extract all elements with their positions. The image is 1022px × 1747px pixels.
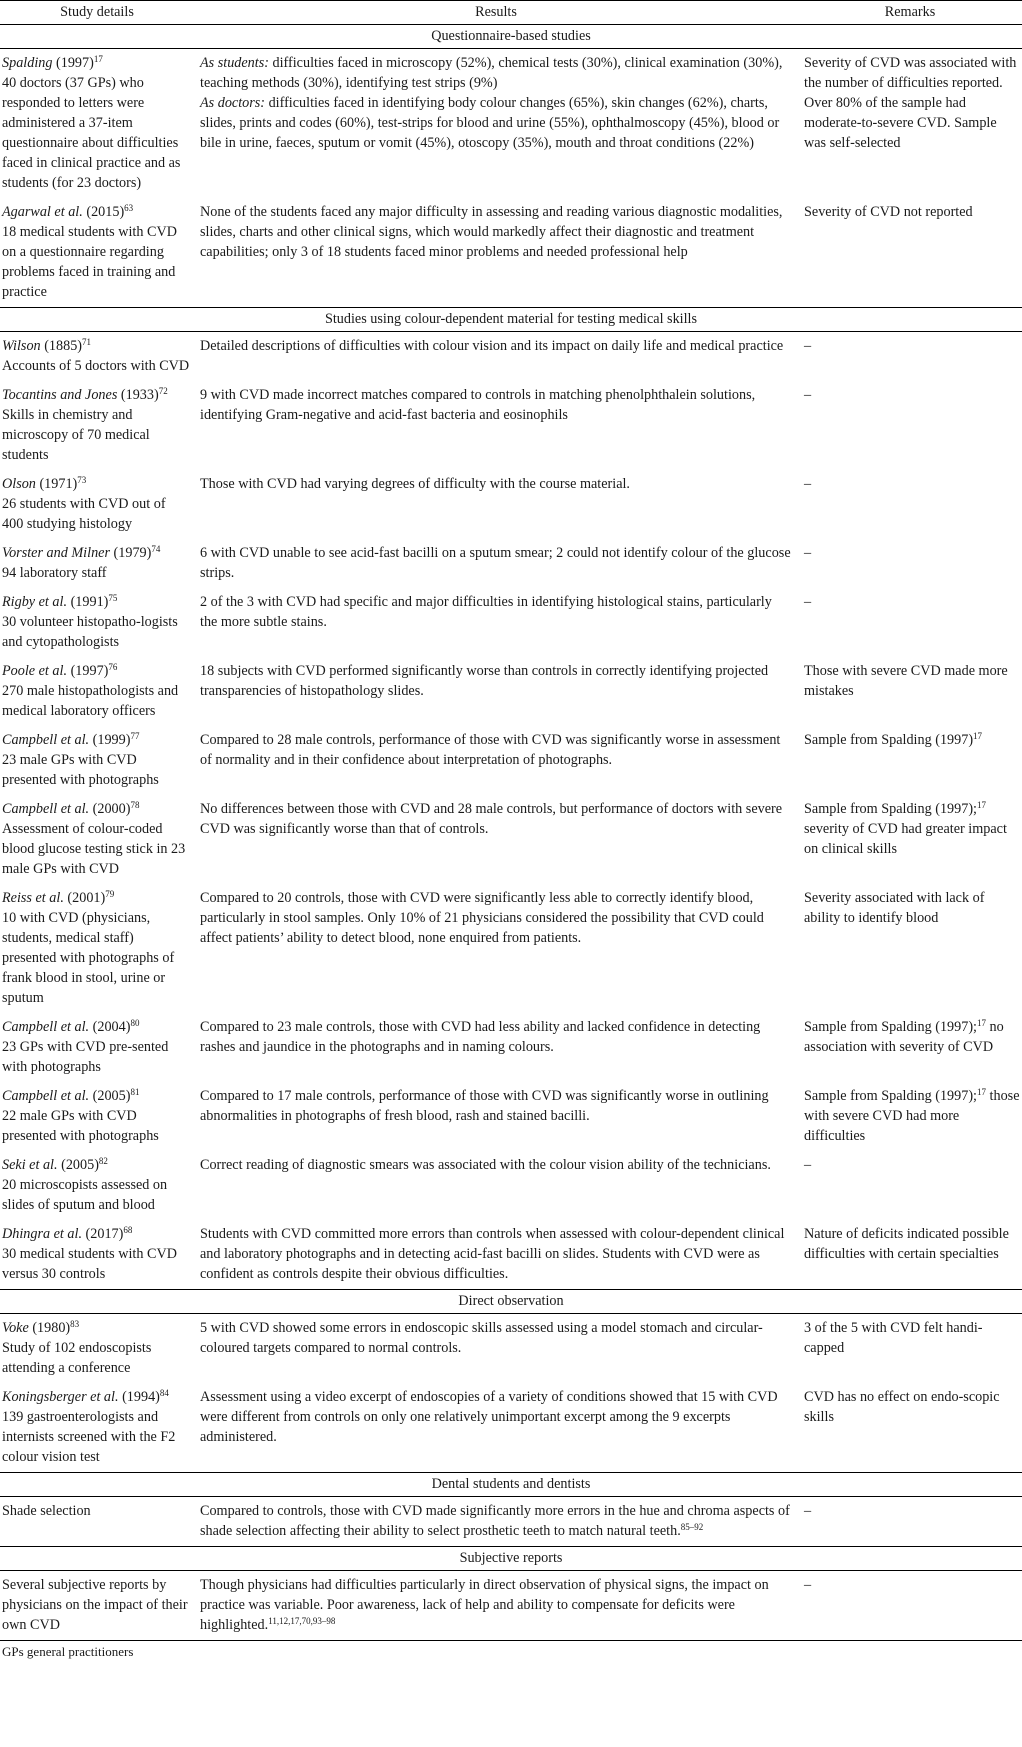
table-row [0, 1497, 1022, 1547]
remarks-ref: 17 [977, 1087, 986, 1097]
remarks-ref: 17 [977, 1018, 986, 1028]
results-text: Though physicians had difficulties particularly in direct observation of physical signs, the impact on practice was variable. Poor awareness, lack of help and ability to compensate for deficits were highlighted. [200, 1577, 769, 1633]
results-text: No differences between those with CVD and 28 male controls, but performance of doctors with severe CVD was significantly worse than that of controls. [200, 801, 783, 837]
remarks-tail: no association with severity of CVD [804, 1019, 1004, 1055]
study-details-cell [0, 198, 194, 308]
study-description: 26 students with CVD out of 400 studying histology [2, 496, 166, 532]
study-ref: 72 [158, 386, 168, 396]
study-author: Seki et al. [2, 1157, 58, 1173]
results-cell [194, 588, 798, 657]
section-title: Direct observation [0, 1290, 1022, 1314]
study-year: (2017) [82, 1226, 124, 1242]
remarks-cell [798, 198, 1022, 308]
study-year: (1979) [109, 545, 152, 561]
study-details-cell [0, 884, 194, 1013]
remarks-text: – [804, 387, 812, 403]
study-description: Assessment of colour-coded blood glucose testing stick in 23 male GPs with CVD [2, 821, 186, 877]
results-cell [194, 381, 798, 470]
table-row [0, 588, 1022, 657]
results-cell [194, 539, 798, 588]
results-cell [194, 332, 798, 382]
study-ref: 76 [108, 662, 118, 672]
section-title: Subjective reports [0, 1547, 1022, 1571]
table-row [0, 1383, 1022, 1473]
study-details-cell [0, 470, 194, 539]
results-text: 6 with CVD unable to see acid-fast bacilli on a sputum smear; 2 could not identify colour of the glucose strips. [200, 545, 791, 581]
remarks-cell [798, 1151, 1022, 1220]
study-ref: 75 [108, 593, 118, 603]
study-details-cell [0, 1013, 194, 1082]
table-row [0, 1013, 1022, 1082]
remarks-text: Severity of CVD not reported [804, 204, 973, 220]
study-details-cell [0, 1383, 194, 1473]
study-ref: 81 [130, 1087, 140, 1097]
remarks-cell [798, 381, 1022, 470]
table-row [0, 381, 1022, 470]
results-lead: As students: [200, 55, 269, 71]
study-year: (1999) [89, 732, 131, 748]
study-ref: 84 [159, 1388, 169, 1398]
table-row [0, 49, 1022, 199]
study-details-cell [0, 1571, 194, 1641]
remarks-text: – [804, 1157, 812, 1173]
table-body [0, 25, 1022, 1641]
results-cell [194, 470, 798, 539]
results-text: 2 of the 3 with CVD had specific and major difficulties in identifying histological stains, particularly the more subtle stains. [200, 594, 772, 630]
study-year: (2001) [63, 890, 106, 906]
results-text: difficulties faced in identifying body colour changes (65%), skin changes (62%), charts, slides, prints and codes (60%), test-strips for blood and urine (55%), ophthalmoscopy (45%), blood or bile in urine, faeces, sputum or vomit (45%), otoscopy (35%), mouth and throat conditions (22%) [200, 95, 780, 151]
table-row [0, 726, 1022, 795]
study-author: Spalding [2, 55, 53, 71]
study-details-cell [0, 49, 194, 199]
remarks-ref: 17 [977, 800, 986, 810]
header-remarks: Remarks [798, 1, 1022, 25]
remarks-cell [798, 49, 1022, 199]
study-year: (1971) [35, 476, 78, 492]
study-description: 23 GPs with CVD pre-sented with photographs [2, 1039, 169, 1075]
remarks-text: Sample from Spalding (1997) [804, 732, 974, 748]
remarks-cell [798, 332, 1022, 382]
results-cell [194, 795, 798, 884]
study-description: 94 laboratory staff [2, 565, 107, 581]
study-details-cell [0, 588, 194, 657]
study-details-cell [0, 1314, 194, 1384]
results-text: 18 subjects with CVD performed significantly worse than controls in correctly identifying projected transparencies of histopathology slides. [200, 663, 769, 699]
study-author: Campbell et al. [2, 732, 90, 748]
study-description: 10 with CVD (physicians, students, medical staff) presented with photographs of frank blood in stool, urine or sputum [2, 910, 175, 1006]
remarks-cell [798, 1082, 1022, 1151]
study-author: Campbell et al. [2, 1088, 90, 1104]
study-year: (1997) [52, 55, 94, 71]
remarks-text: – [804, 594, 812, 610]
study-description: 30 medical students with CVD versus 30 controls [2, 1246, 177, 1282]
header-row [0, 1, 1022, 25]
study-details-cell [0, 1220, 194, 1290]
study-description: 40 doctors (37 GPs) who responded to letters were administered a 37-item questionnaire about difficulties faced in clinical practice and as students (for 23 doctors) [2, 75, 181, 191]
section-header-row [0, 1547, 1022, 1571]
table-row [0, 1151, 1022, 1220]
remarks-text: Sample from Spalding (1997); [804, 1088, 977, 1104]
study-ref: 80 [130, 1018, 140, 1028]
study-details-cell [0, 1151, 194, 1220]
study-author: Reiss et al. [2, 890, 64, 906]
remarks-text: – [804, 1503, 812, 1519]
study-details-cell [0, 381, 194, 470]
header-results: Results [194, 1, 798, 25]
table-row [0, 1571, 1022, 1641]
results-text: Detailed descriptions of difficulties with colour vision and its impact on daily life and medical practice [200, 338, 784, 354]
footnote: GPs general practitioners [2, 1644, 134, 1659]
table-row [0, 539, 1022, 588]
study-ref: 74 [151, 544, 161, 554]
table-row [0, 657, 1022, 726]
study-author: Poole et al. [2, 663, 68, 679]
results-cell [194, 49, 798, 199]
study-author: Campbell et al. [2, 1019, 90, 1035]
results-text: Compared to 23 male controls, those with CVD had less ability and lacked confidence in detecting rashes and jaundice in the photographs and in naming colours. [200, 1019, 761, 1055]
results-text: Correct reading of diagnostic smears was associated with the colour vision ability of the technicians. [200, 1157, 771, 1173]
results-cell [194, 884, 798, 1013]
remarks-cell [798, 1314, 1022, 1384]
results-lead: As doctors: [200, 95, 266, 111]
section-header-row [0, 308, 1022, 332]
study-ref: 17 [93, 54, 103, 64]
results-ref: 85–92 [680, 1522, 704, 1532]
study-description: 22 male GPs with CVD presented with photographs [2, 1108, 159, 1144]
study-details-cell [0, 332, 194, 382]
results-text: Students with CVD committed more errors than controls when assessed with colour-dependent clinical and laboratory photographs and in detecting acid-fast bacilli on slides. Students with CVD were as confident as controls despite their obvious difficulties. [200, 1226, 785, 1282]
results-text: Compared to 17 male controls, performance of those with CVD was significantly worse in outlining abnormalities in photographs of fresh blood, rash and stained bacilli. [200, 1088, 769, 1124]
study-ref: 78 [130, 800, 140, 810]
results-cell [194, 1314, 798, 1384]
study-author: Agarwal et al. [2, 204, 83, 220]
results-cell [194, 657, 798, 726]
remarks-tail: those with severe CVD had more difficulties [804, 1088, 1020, 1144]
results-cell [194, 1220, 798, 1290]
section-title: Questionnaire-based studies [0, 25, 1022, 49]
study-author: Olson [2, 476, 36, 492]
study-description: 30 volunteer histopatho-logists and cytopathologists [2, 614, 178, 650]
results-text: None of the students faced any major difficulty in assessing and reading various diagnostic modalities, slides, charts and other clinical signs, which would markedly affect their diagnostic and treatment capabilities; only 3 of 18 students faced minor problems and needed professional help [200, 204, 783, 260]
results-text: Compared to 28 male controls, performance of those with CVD was significantly worse in assessment of normality and in their confidence about interpretation of photographs. [200, 732, 781, 768]
study-details-cell [0, 795, 194, 884]
results-text: Assessment using a video excerpt of endoscopies of a variety of conditions showed that 15 with CVD were different from controls on only one relatively unimportant excerpt among the 9 excerpts administered. [200, 1389, 778, 1445]
study-year: (1933) [117, 387, 159, 403]
results-ref: 11,12,17,70,93–98 [268, 1616, 336, 1626]
remarks-text: – [804, 545, 812, 561]
results-text: Those with CVD had varying degrees of difficulty with the course material. [200, 476, 630, 492]
remarks-cell [798, 1571, 1022, 1641]
study-ref: 79 [105, 889, 115, 899]
remarks-cell [798, 588, 1022, 657]
study-author: Wilson [2, 338, 41, 354]
study-year: (2004) [89, 1019, 131, 1035]
study-description: 20 microscopists assessed on slides of sputum and blood [2, 1177, 168, 1213]
study-year: (1980) [28, 1320, 71, 1336]
section-header-row [0, 1473, 1022, 1497]
table-row [0, 1220, 1022, 1290]
study-year: (2005) [89, 1088, 131, 1104]
study-year: (1994) [118, 1389, 160, 1405]
study-ref: 82 [98, 1156, 108, 1166]
results-text: Compared to controls, those with CVD made significantly more errors in the hue and chroma aspects of shade selection affecting their ability to select prosthetic teeth to match natural teeth. [200, 1503, 790, 1539]
remarks-cell [798, 1497, 1022, 1547]
remarks-text: – [804, 476, 812, 492]
study-description: Accounts of 5 doctors with CVD [2, 358, 190, 374]
table-row [0, 198, 1022, 308]
remarks-text: CVD has no effect on endo-scopic skills [804, 1389, 1000, 1425]
study-details-cell [0, 726, 194, 795]
remarks-cell [798, 1220, 1022, 1290]
study-author: Dhingra et al. [2, 1226, 82, 1242]
remarks-cell [798, 1383, 1022, 1473]
study-description: Shade selection [2, 1503, 91, 1519]
remarks-cell [798, 726, 1022, 795]
study-description: Several subjective reports by physicians on the impact of their own CVD [2, 1577, 188, 1633]
study-ref: 71 [82, 337, 92, 347]
study-description: 139 gastroenterologists and internists screened with the F2 colour vision test [2, 1409, 176, 1465]
study-year: (1997) [67, 663, 109, 679]
table-row [0, 1082, 1022, 1151]
study-author: Koningsberger et al. [2, 1389, 119, 1405]
remarks-tail: severity of CVD had greater impact on clinical skills [804, 821, 1007, 857]
results-text: Compared to 20 controls, those with CVD were significantly less able to correctly identify blood, particularly in stool samples. Only 10% of 21 physicians considered the possibility that CVD could affect patients’ ability to detect blood, none enquired from patients. [200, 890, 764, 946]
study-description: 18 medical students with CVD on a questionnaire regarding problems faced in training and practice [2, 224, 177, 300]
section-title: Dental students and dentists [0, 1473, 1022, 1497]
results-cell [194, 1151, 798, 1220]
results-text: 9 with CVD made incorrect matches compared to controls in matching phenolphthalein solutions, identifying Gram-negative and acid-fast bacteria and eosinophils [200, 387, 756, 423]
results-cell [194, 726, 798, 795]
study-ref: 77 [130, 731, 140, 741]
study-ref: 83 [70, 1319, 80, 1329]
study-year: (2005) [57, 1157, 99, 1173]
remarks-text: Nature of deficits indicated possible difficulties with certain specialties [804, 1226, 1009, 1262]
results-cell [194, 1497, 798, 1547]
study-details-cell [0, 1497, 194, 1547]
study-ref: 73 [77, 475, 87, 485]
results-cell [194, 1571, 798, 1641]
table-row [0, 470, 1022, 539]
table-row [0, 795, 1022, 884]
remarks-text: Those with severe CVD made more mistakes [804, 663, 1008, 699]
table-row [0, 1314, 1022, 1384]
remarks-text: – [804, 338, 812, 354]
study-description: Study of 102 endoscopists attending a conference [2, 1340, 152, 1376]
study-details-cell [0, 1082, 194, 1151]
remarks-text: – [804, 1577, 812, 1593]
remarks-cell [798, 1013, 1022, 1082]
study-details-cell [0, 539, 194, 588]
section-title: Studies using colour-dependent material for testing medical skills [0, 308, 1022, 332]
header-study-details: Study details [0, 1, 194, 25]
remarks-cell [798, 539, 1022, 588]
results-cell [194, 198, 798, 308]
study-description: Skills in chemistry and microscopy of 70 medical students [2, 407, 150, 463]
study-author: Vorster and Milner [2, 545, 110, 561]
table-row [0, 884, 1022, 1013]
study-ref: 63 [124, 203, 134, 213]
remarks-cell [798, 795, 1022, 884]
remarks-ref: 17 [973, 731, 983, 741]
study-year: (1991) [67, 594, 109, 610]
section-header-row [0, 25, 1022, 49]
study-year: (1885) [40, 338, 83, 354]
study-year: (2015) [82, 204, 125, 220]
remarks-text: Severity associated with lack of ability to identify blood [804, 890, 985, 926]
study-author: Campbell et al. [2, 801, 90, 817]
section-header-row [0, 1290, 1022, 1314]
remarks-text: Severity of CVD was associated with the number of difficulties reported. Over 80% of the sample had moderate-to-severe CVD. Sample was self-selected [804, 55, 1017, 151]
results-text: 5 with CVD showed some errors in endoscopic skills assessed using a model stomach and circular-coloured targets compared to normal controls. [200, 1320, 763, 1356]
remarks-cell [798, 470, 1022, 539]
results-cell [194, 1082, 798, 1151]
table-row [0, 332, 1022, 382]
study-ref: 68 [123, 1225, 133, 1235]
study-year: (2000) [89, 801, 131, 817]
study-description: 270 male histopathologists and medical laboratory officers [2, 683, 179, 719]
results-cell [194, 1013, 798, 1082]
remarks-text: 3 of the 5 with CVD felt handi-capped [804, 1320, 983, 1356]
remarks-text: Sample from Spalding (1997); [804, 801, 977, 817]
results-cell [194, 1383, 798, 1473]
remarks-text: Sample from Spalding (1997); [804, 1019, 977, 1035]
remarks-cell [798, 657, 1022, 726]
study-author: Tocantins and Jones [2, 387, 118, 403]
study-description: 23 male GPs with CVD presented with photographs [2, 752, 159, 788]
study-details-cell [0, 657, 194, 726]
remarks-cell [798, 884, 1022, 1013]
study-author: Voke [2, 1320, 29, 1336]
study-author: Rigby et al. [2, 594, 68, 610]
results-text: difficulties faced in microscopy (52%), chemical tests (30%), clinical examination (30%), teaching methods (30%), identifying test strips (9%) [200, 55, 783, 91]
